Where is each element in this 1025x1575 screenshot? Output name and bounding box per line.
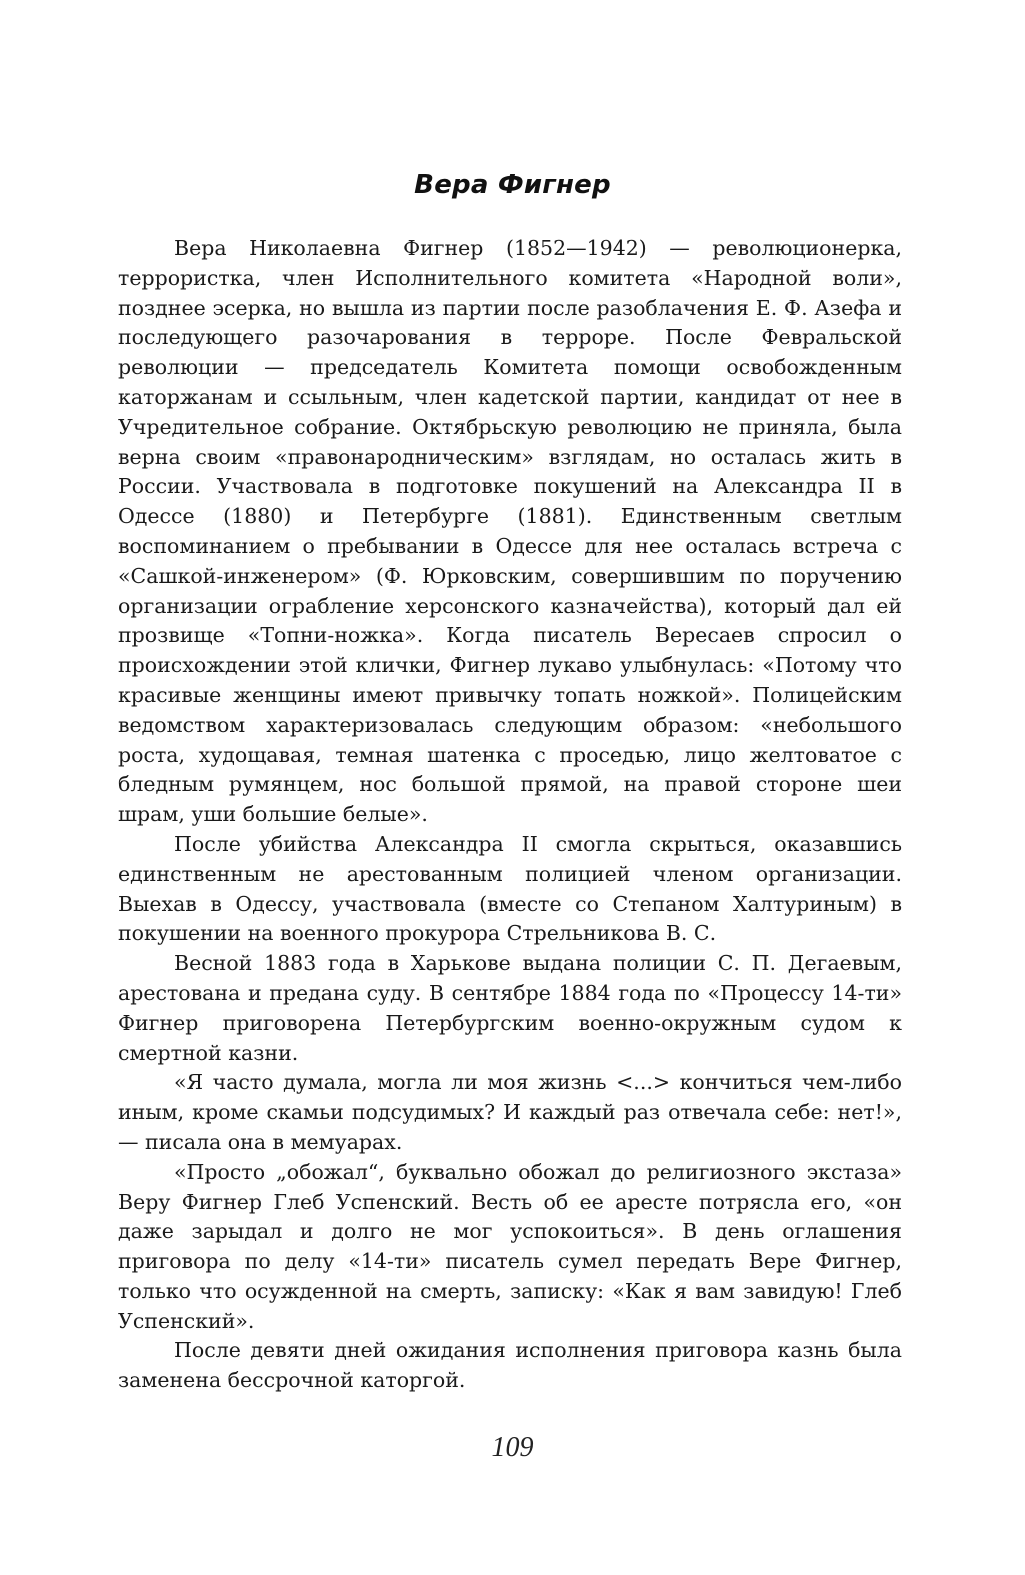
- paragraph-4: «Я часто думала, могла ли моя жизнь <...> кончиться чем-либо иным, кроме скамьи подсудимых? И каждый раз отвечала себе: нет!», — писала она в мемуарах.: [118, 1070, 902, 1154]
- paragraph-3: Весной 1883 года в Харькове выдана полиции С. П. Дегаевым, арестована и предана суду. В сентябре 1884 года по «Процессу 14-ти» Фигнер приговорена Петербургским военно-окружным судом к смертной казни.: [118, 951, 902, 1065]
- paragraph-6: После девяти дней ожидания исполнения приговора казнь была заменена бессрочной каторгой.: [118, 1338, 902, 1393]
- paragraph-5: «Просто „обожал“, буквально обожал до религиозного экстаза» Веру Фигнер Глеб Успенский. Весть об ее аресте потрясла его, «он даже зарыдал и долго не мог успокоиться». В день оглашения приговора по делу «14-ти» писатель сумел передать Вере Фигнер, только что осужденной на смерть, записку: «Как я вам завидую! Глеб Успенский».: [118, 1159, 902, 1333]
- page-number: 109: [491, 1432, 534, 1463]
- paragraph-1: Вера Николаевна Фигнер (1852—1942) — революционерка, террористка, член Исполнительного комитета «Народной воли», позднее эсерка, но вышла из партии после разоблачения Е. Ф. Азефа и последующего разочарования в терроре. После Февральской революции — председатель Комитета помощи освобожденным каторжанам и ссыльным, член кадетской партии, кандидат от нее в Учредительное собрание. Октябрьскую революцию не приняла, была верна своим «правонародническим» взглядам, но осталась жить в России. Участвовала в подготовке покушений на Александра II в Одессе (1880) и Петербурге (1881). Единственным светлым воспоминанием о пребывании в Одессе для нее осталась встреча с «Сашкой-инженером» (Ф. Юрковским, совершившим по поручению организации ограбление херсонского казначейства), который дал ей прозвище «Топни-ножка». Когда писатель Вересаев спросил о происхождении этой клички, Фигнер лукаво улыбнулась: «Потому что красивые женщины имеют привычку топать ножкой». Полицейским ведомством характеризовалась следующим образом: «небольшого роста, худощавая, темная шатенка с проседью, лицо желтоватое с бледным румянцем, нос большой прямой, на правой стороне шеи шрам, уши большие белые».: [118, 236, 902, 827]
- paragraph-2: После убийства Александра II смогла скрыться, оказавшись единственным не арестованным полицией членом организации. Выехав в Одессу, участвовала (вместе со Степаном Халтуриным) в покушении на военного прокурора Стрельникова В. С.: [118, 831, 902, 946]
- body-text: [118, 234, 902, 1396]
- chapter-title: Вера Фигнер: [414, 170, 611, 200]
